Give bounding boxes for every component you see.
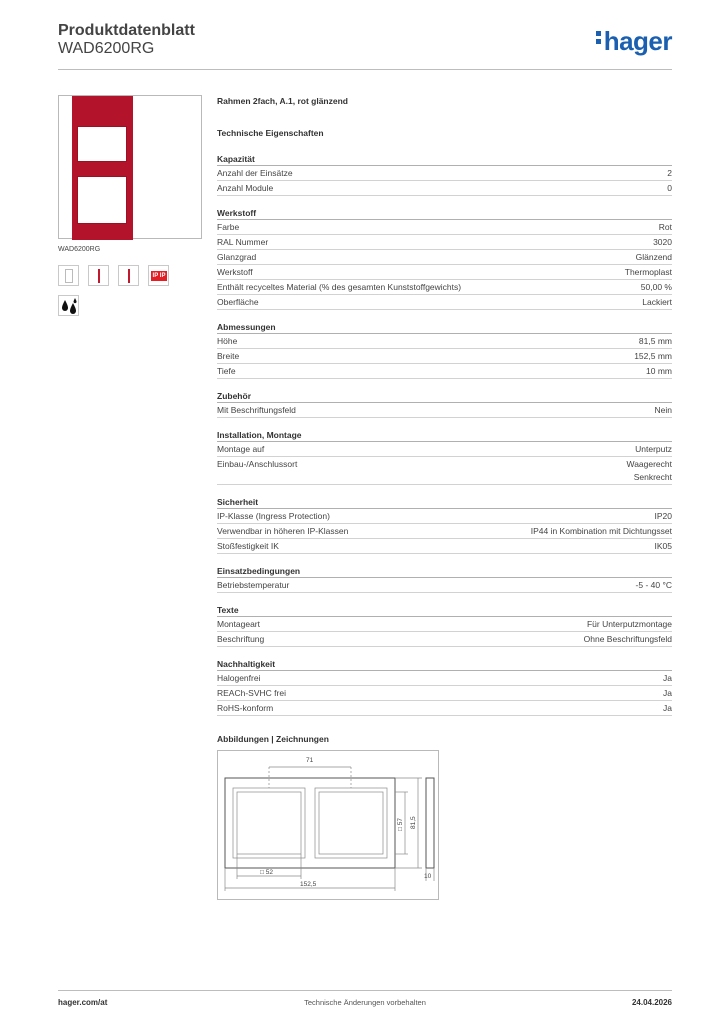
spec-row xyxy=(217,295,672,310)
water-drops-icon xyxy=(58,295,79,316)
spec-label: Betriebstemperatur xyxy=(217,580,290,590)
section-title: Nachhaltigkeit xyxy=(217,659,672,671)
spec-label: Anzahl Module xyxy=(217,183,274,193)
spec-label: Montageart xyxy=(217,619,260,629)
spec-row xyxy=(217,617,672,632)
spec-row xyxy=(217,265,672,280)
spec-value: IK05 xyxy=(654,541,672,551)
spec-value: Ja xyxy=(663,703,672,713)
dim-label-57: □ 57 xyxy=(397,818,404,831)
dim-label-10: 10 xyxy=(424,873,432,880)
spec-label: Glanzgrad xyxy=(217,252,257,262)
section-title: Texte xyxy=(217,605,672,617)
spec-value: 2 xyxy=(667,168,672,178)
spec-row xyxy=(217,509,672,524)
spec-section xyxy=(217,208,672,310)
spec-row xyxy=(217,166,672,181)
frame-opening-top xyxy=(77,126,127,162)
ip-icon: IP IP xyxy=(148,265,169,286)
article-number: WAD6200RG xyxy=(58,40,155,57)
image-caption: WAD6200RG xyxy=(58,246,101,253)
spec-label: Halogenfrei xyxy=(217,673,261,683)
spec-value: Unterputz xyxy=(635,444,672,454)
spec-section xyxy=(217,497,672,554)
spec-value: 50,00 % xyxy=(640,282,672,292)
single-frame-icon xyxy=(58,265,79,286)
document-title: Produktdatenblatt xyxy=(58,22,195,39)
spec-section xyxy=(217,154,672,196)
spec-row xyxy=(217,280,672,295)
section-title: Einsatzbedingungen xyxy=(217,566,672,578)
spec-value: 81,5 mm xyxy=(638,336,672,346)
page-footer xyxy=(58,990,672,1014)
footer-date: 24.04.2026 xyxy=(631,998,672,1007)
right-column xyxy=(217,96,672,900)
section-title: Zubehör xyxy=(217,391,672,403)
spec-label: Tiefe xyxy=(217,366,236,376)
spec-value: Waagerecht Senkrecht xyxy=(626,459,672,482)
spec-row xyxy=(217,364,672,379)
spec-label: Anzahl der Einsätze xyxy=(217,168,293,178)
spec-section xyxy=(217,659,672,716)
spec-label: REACh-SVHC frei xyxy=(217,688,286,698)
spec-value: 10 mm xyxy=(646,366,672,376)
spec-section xyxy=(217,391,672,418)
footer-website[interactable]: hager.com/at xyxy=(58,998,108,1007)
page-header xyxy=(58,20,672,70)
spec-row xyxy=(217,671,672,686)
spec-sections xyxy=(217,154,672,716)
product-image xyxy=(58,95,202,239)
spec-row xyxy=(217,686,672,701)
spec-row xyxy=(217,349,672,364)
spec-label: Höhe xyxy=(217,336,238,346)
spec-value: 0 xyxy=(667,183,672,193)
spec-row xyxy=(217,403,672,418)
dimension-drawing xyxy=(217,750,439,900)
technical-properties-heading: Technische Eigenschaften xyxy=(217,128,324,138)
spec-label: Enthält recyceltes Material (% des gesamten Kunststoffgewichts) xyxy=(217,282,462,292)
drawings-heading: Abbildungen | Zeichnungen xyxy=(217,734,329,744)
logo-text: hager xyxy=(603,26,672,56)
dimension-drawing-svg xyxy=(218,751,440,901)
spec-value: IP44 in Kombination mit Dichtungsset xyxy=(530,526,672,536)
spec-label: Werkstoff xyxy=(217,267,253,277)
dim-label-71: 71 xyxy=(306,757,314,764)
spec-value: Thermoplast xyxy=(624,267,672,277)
spec-value: Nein xyxy=(654,405,672,415)
spec-label: Einbau-/Anschlussort xyxy=(217,459,298,469)
spec-section xyxy=(217,566,672,593)
spec-label: IP-Klasse (Ingress Protection) xyxy=(217,511,330,521)
footer-disclaimer: Technische Änderungen vorbehalten xyxy=(304,998,426,1007)
logo-dots-icon xyxy=(596,29,604,47)
spec-value: -5 - 40 °C xyxy=(635,580,672,590)
spec-row xyxy=(217,181,672,196)
product-name: Rahmen 2fach, A.1, rot glänzend xyxy=(217,96,348,106)
spec-label: Verwendbar in höheren IP-Klassen xyxy=(217,526,349,536)
spec-row xyxy=(217,632,672,647)
red-frame-illustration xyxy=(72,96,133,240)
spec-value: Für Unterputzmontage xyxy=(586,619,672,629)
dim-label-52: □ 52 xyxy=(260,869,273,876)
spec-value: Glänzend xyxy=(635,252,672,262)
spec-row xyxy=(217,235,672,250)
spec-value: Rot xyxy=(658,222,672,232)
spec-row xyxy=(217,539,672,554)
frame-opening-bottom xyxy=(77,176,127,224)
spec-label: Mit Beschriftungsfeld xyxy=(217,405,296,415)
spec-value: Lackiert xyxy=(642,297,672,307)
spec-label: Oberfläche xyxy=(217,297,259,307)
spec-value: Ja xyxy=(663,688,672,698)
spec-row xyxy=(217,250,672,265)
dim-label-81-5: 81,5 xyxy=(410,816,417,829)
spec-section xyxy=(217,322,672,379)
spec-label: Stoßfestigkeit IK xyxy=(217,541,279,551)
spec-row xyxy=(217,457,672,485)
vertical-line-icon xyxy=(118,265,139,286)
spec-value: Ohne Beschriftungsfeld xyxy=(583,634,672,644)
vertical-line-icon xyxy=(88,265,109,286)
spec-label: RoHS-konform xyxy=(217,703,274,713)
section-title: Werkstoff xyxy=(217,208,672,220)
feature-icons xyxy=(58,265,203,286)
spec-value: IP20 xyxy=(654,511,672,521)
section-title: Kapazität xyxy=(217,154,672,166)
dim-label-152-5: 152,5 xyxy=(300,881,317,888)
spec-value: Ja xyxy=(663,673,672,683)
spec-label: Breite xyxy=(217,351,240,361)
spec-section xyxy=(217,430,672,485)
spec-row xyxy=(217,524,672,539)
spec-row xyxy=(217,334,672,349)
section-title: Sicherheit xyxy=(217,497,672,509)
spec-row xyxy=(217,578,672,593)
spec-row xyxy=(217,220,672,235)
spec-label: Montage auf xyxy=(217,444,265,454)
hager-logo xyxy=(596,26,672,57)
spec-section xyxy=(217,605,672,647)
section-title: Abmessungen xyxy=(217,322,672,334)
spec-value: 152,5 mm xyxy=(634,351,672,361)
spec-label: Beschriftung xyxy=(217,634,265,644)
section-title: Installation, Montage xyxy=(217,430,672,442)
spec-row xyxy=(217,442,672,457)
spec-value: 3020 xyxy=(653,237,672,247)
spec-row xyxy=(217,701,672,716)
spec-label: Farbe xyxy=(217,222,240,232)
spec-label: RAL Nummer xyxy=(217,237,269,247)
left-column xyxy=(58,95,203,316)
